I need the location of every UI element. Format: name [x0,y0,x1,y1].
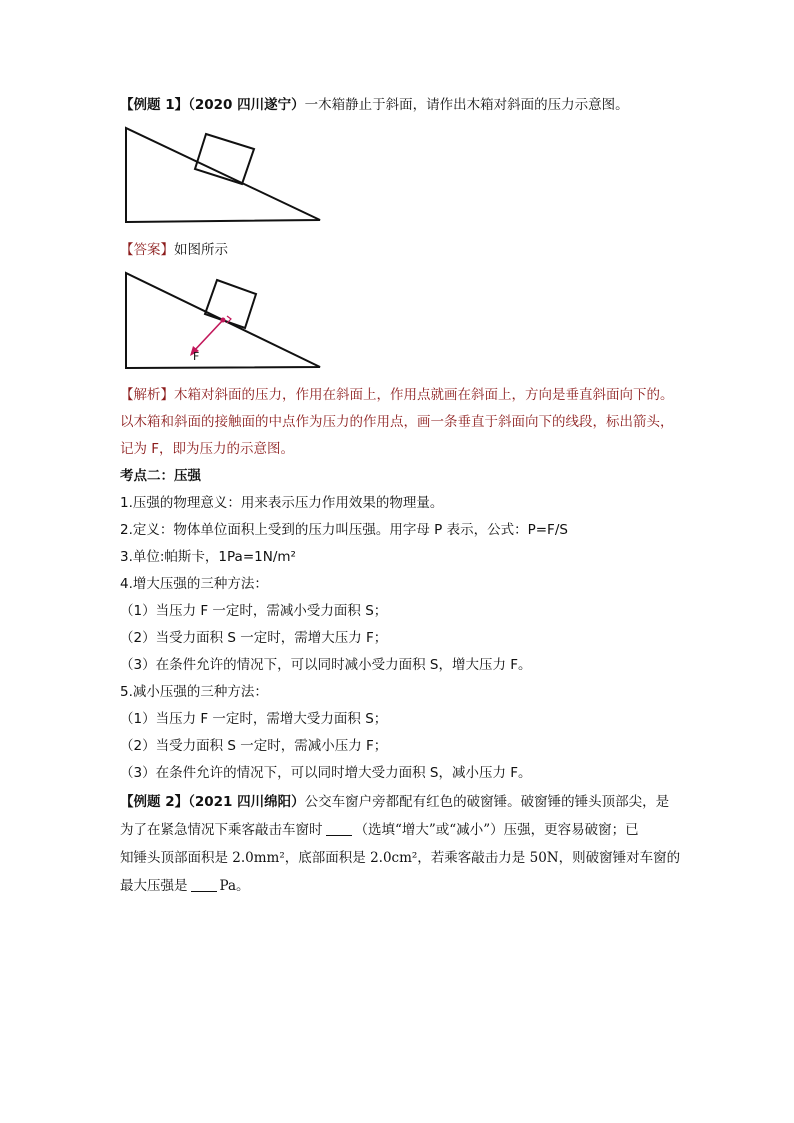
list-item: （3）在条件允许的情况下，可以同时减小受力面积 S，增大压力 F。 [120,657,532,673]
list-item: 3.单位:帕斯卡，1Pa=1N/m² [120,549,296,565]
example1-tag: 【例题 1】 [120,97,189,113]
example1-source: （2020 四川遂宁） [188,97,305,113]
analysis-line-2: 以木箱和斜面的接触面的中点作为压力的作用点，画一条垂直于斜面向下的线段，标出箭头， [120,414,674,430]
analysis-tag: 【解析】 [120,387,174,403]
list-item: （3）在条件允许的情况下，可以同时增大受力面积 S，减小压力 F。 [120,765,532,781]
answer-tag: 【答案】 [120,242,174,258]
list-item: 4.增大压强的三种方法： [120,576,268,592]
answer-blank-1 [326,821,352,836]
example2-text-2b: （选填“增大”或“减小”）压强，更容易破窗；已 [354,822,639,838]
force-label: F [193,350,200,363]
example2-line-3: 知锤头顶部面积是 2.0mm²，底部面积是 2.0cm²，若乘客敲击力是 50N，则破窗锤对车窗的 [120,850,681,866]
analysis-line-1 [120,385,674,405]
example1-question-text: 一木箱静止于斜面，请作出木箱对斜面的压力示意图。 [304,97,629,113]
list-item: （1）当压力 F 一定时，需增大受力面积 S； [120,711,388,727]
example2-line-4 [120,876,250,896]
example2-text-2a: 为了在紧急情况下乘客敲击车窗时 [120,822,323,838]
example2-text-4a: 最大压强是 [120,878,188,894]
example2-source: （2021 四川绵阳） [188,794,305,810]
list-item: （1）当压力 F 一定时，需减小受力面积 S； [120,603,388,619]
answer-text: 如图所示 [174,242,228,258]
example2-text-1: 公交车窗户旁都配有红色的破窗锤。破窗锤的锤头顶部尖，是 [304,794,670,810]
example2-tag: 【例题 2】 [120,794,189,810]
list-item: 5.减小压强的三种方法： [120,684,268,700]
list-item: （2）当受力面积 S 一定时，需增大压力 F； [120,630,388,646]
answer-blank-2 [191,877,217,892]
example2-text-4b: Pa。 [219,878,250,894]
analysis-text-1: 木箱对斜面的压力，作用在斜面上，作用点就画在斜面上，方向是垂直斜面向下的。 [174,387,674,403]
analysis-line-3: 记为 F，即为压力的示意图。 [120,441,295,457]
example2-line-2 [120,820,639,840]
list-item: （2）当受力面积 S 一定时，需减小压力 F； [120,738,388,754]
list-item: 1.压强的物理意义：用来表示压力作用效果的物理量。 [120,495,444,511]
list-item: 2.定义：物体单位面积上受到的压力叫压强。用字母 P 表示，公式：P=F/S [120,522,568,538]
example2-line-1 [120,792,669,812]
section-title: 考点二：压强 [120,468,201,484]
